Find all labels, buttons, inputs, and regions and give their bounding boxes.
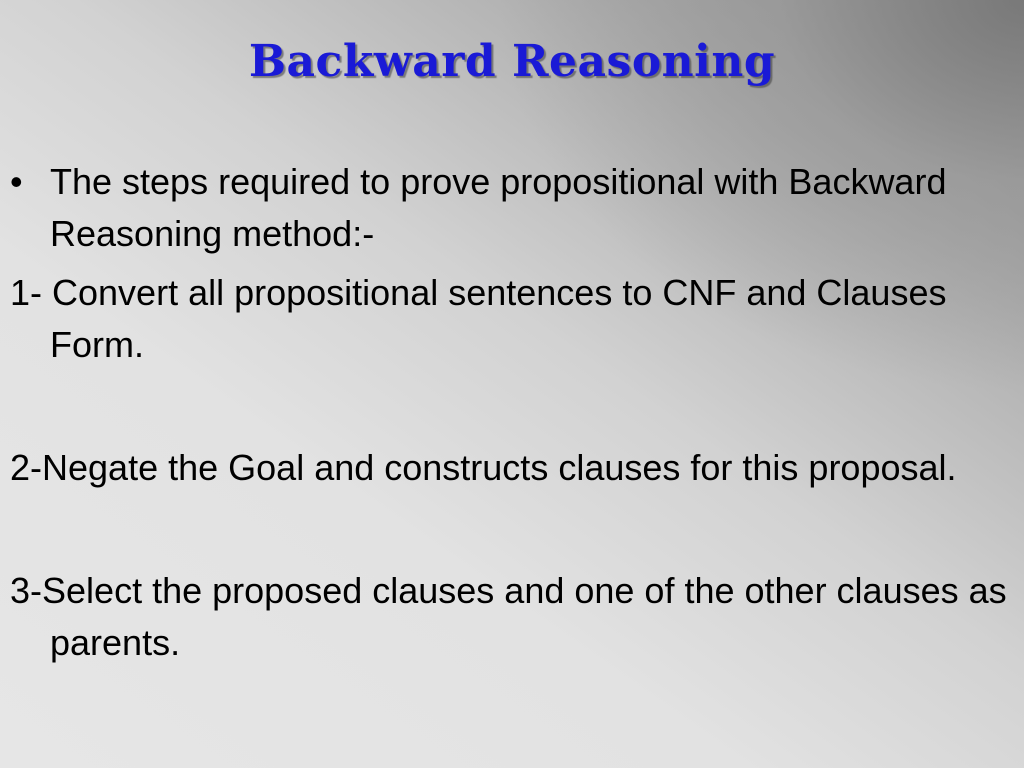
- step-3: 3-Select the proposed clauses and one of the other clauses as parents.: [10, 570, 1007, 663]
- spacer: [10, 378, 1014, 442]
- bullet-icon: •: [10, 161, 23, 202]
- bullet-text: The steps required to prove propositional with Backward Reasoning method:-: [50, 161, 947, 254]
- slide-content: [10, 156, 1014, 676]
- bullet-paragraph: [10, 156, 1014, 260]
- spacer: [10, 501, 1014, 565]
- slide-title: Backward Reasoning: [248, 36, 776, 87]
- step-1: 1- Convert all propositional sentences to CNF and Clauses Form.: [10, 272, 947, 365]
- step-2: 2-Negate the Goal and constructs clauses for this proposal.: [10, 447, 957, 488]
